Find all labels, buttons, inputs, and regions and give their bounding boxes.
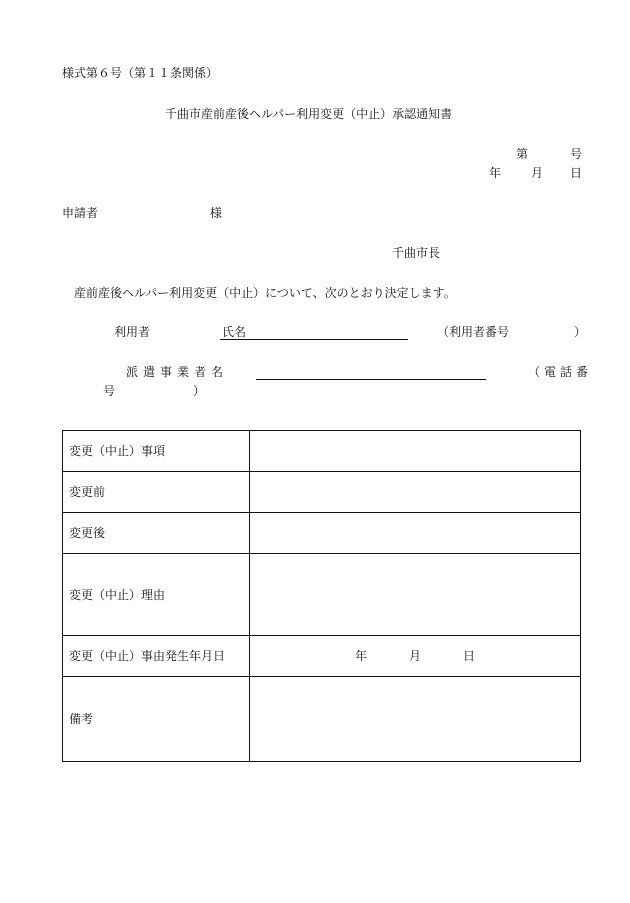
table-row (63, 636, 581, 677)
user-label: 利用者 (114, 325, 151, 339)
body-text: 産前産後ヘルパー利用変更（中止）について、次のとおり決定します。 (74, 286, 456, 300)
user-name-label: 氏名 (222, 325, 247, 339)
table-row (63, 472, 581, 513)
table-row (63, 677, 581, 762)
table-row (63, 554, 581, 636)
doc-number-prefix: 第 (516, 147, 529, 161)
user-number-open: （利用者番号 (437, 325, 510, 339)
occurrence-date-day: 日 (463, 649, 476, 663)
document-title: 千曲市産前産後ヘルパー利用変更（中止）承認通知書 (165, 107, 453, 121)
issue-date-day: 日 (570, 166, 583, 180)
row-label-occurrence-date: 変更（中止）事由発生年月日 (63, 636, 250, 677)
dispatch-phone-cont: 号 (103, 384, 116, 398)
row-value-after (250, 513, 581, 554)
row-label-change-item: 変更（中止）事項 (63, 431, 250, 472)
details-table (62, 430, 581, 762)
user-name-underline (220, 339, 408, 340)
dispatch-label: 派遣事業者名 (126, 365, 229, 379)
table-row (63, 431, 581, 472)
form-number: 様式第６号（第１１条関係） (62, 66, 219, 80)
dispatch-phone-open: （電話番 (528, 365, 593, 379)
table-row (63, 513, 581, 554)
row-value-before (250, 472, 581, 513)
doc-number-suffix: 号 (570, 147, 583, 161)
issue-date-year: 年 (489, 166, 502, 180)
row-value-reason (250, 554, 581, 636)
user-number-close: ） (574, 325, 587, 339)
row-label-reason: 変更（中止）理由 (63, 554, 250, 636)
row-label-before: 変更前 (63, 472, 250, 513)
row-value-occurrence-date (250, 636, 581, 677)
row-label-remarks: 備考 (63, 677, 250, 762)
issuer-name: 千曲市長 (392, 246, 441, 260)
applicant-honorific: 様 (210, 206, 223, 220)
occurrence-date-month: 月 (408, 649, 421, 663)
row-value-change-item (250, 431, 581, 472)
row-value-remarks (250, 677, 581, 762)
dispatch-phone-close: ） (193, 384, 206, 398)
row-label-after: 変更後 (63, 513, 250, 554)
occurrence-date-year: 年 (354, 649, 367, 663)
applicant-label: 申請者 (62, 206, 99, 220)
dispatch-name-underline (256, 379, 486, 380)
issue-date-month: 月 (531, 166, 544, 180)
